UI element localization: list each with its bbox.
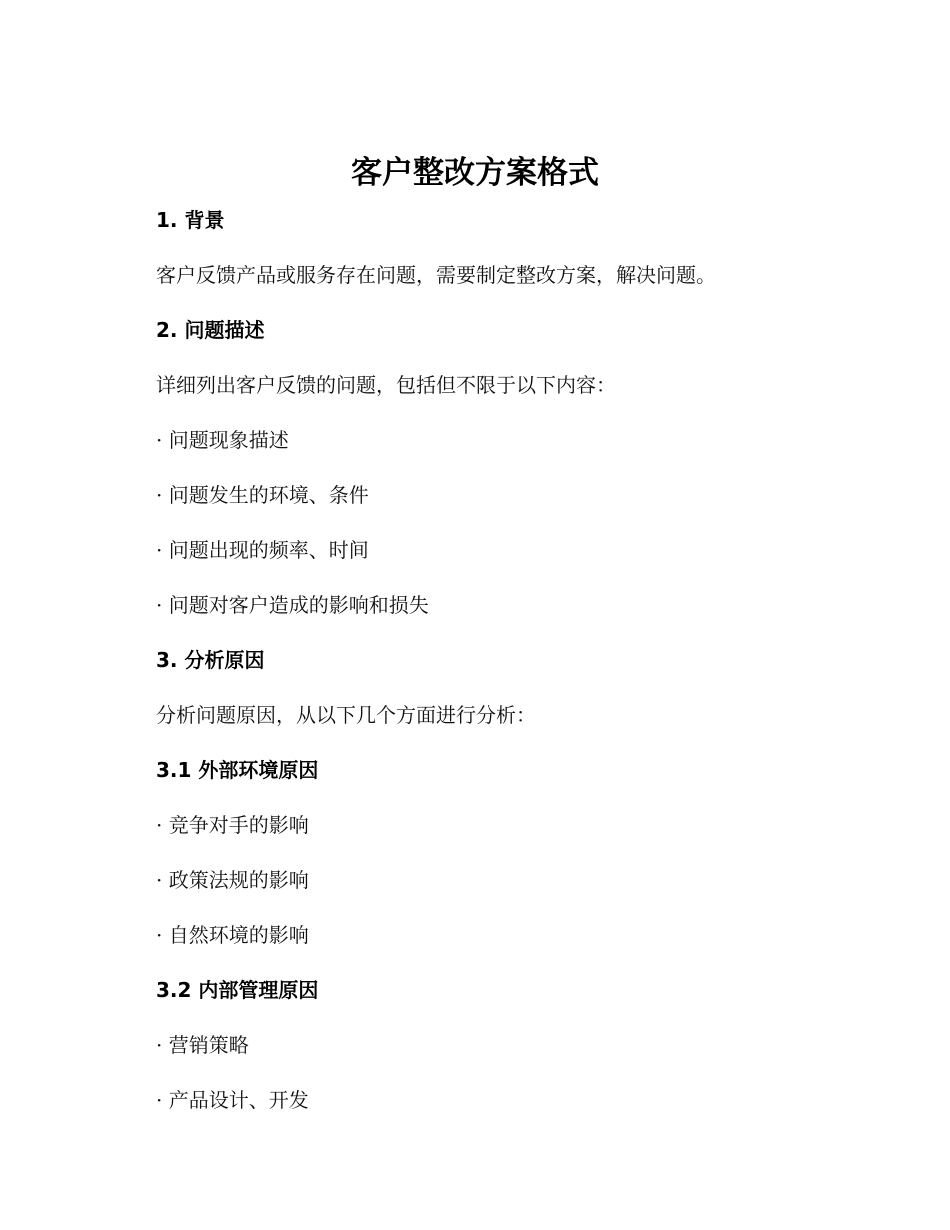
list-item: · 问题出现的频率、时间	[156, 538, 369, 562]
list-item: · 竞争对手的影响	[156, 813, 309, 837]
paragraph-cause-analysis: 分析问题原因，从以下几个方面进行分析：	[156, 703, 536, 727]
subsection-heading-internal: 3.2 内部管理原因	[156, 978, 319, 1002]
section-heading-background: 1. 背景	[156, 208, 225, 232]
section-heading-cause-analysis: 3. 分析原因	[156, 648, 265, 672]
document-title: 客户整改方案格式	[351, 155, 599, 191]
list-item: · 产品设计、开发	[156, 1088, 309, 1112]
paragraph-problem-description: 详细列出客户反馈的问题，包括但不限于以下内容：	[156, 373, 616, 397]
list-item: · 问题对客户造成的影响和损失	[156, 593, 429, 617]
subsection-heading-external: 3.1 外部环境原因	[156, 758, 319, 782]
list-item: · 问题发生的环境、条件	[156, 483, 369, 507]
list-item: · 问题现象描述	[156, 428, 289, 452]
section-heading-problem-description: 2. 问题描述	[156, 318, 265, 342]
list-item: · 政策法规的影响	[156, 868, 309, 892]
list-item: · 自然环境的影响	[156, 923, 309, 947]
list-item: · 营销策略	[156, 1033, 249, 1057]
paragraph-background: 客户反馈产品或服务存在问题，需要制定整改方案，解决问题。	[156, 263, 716, 287]
